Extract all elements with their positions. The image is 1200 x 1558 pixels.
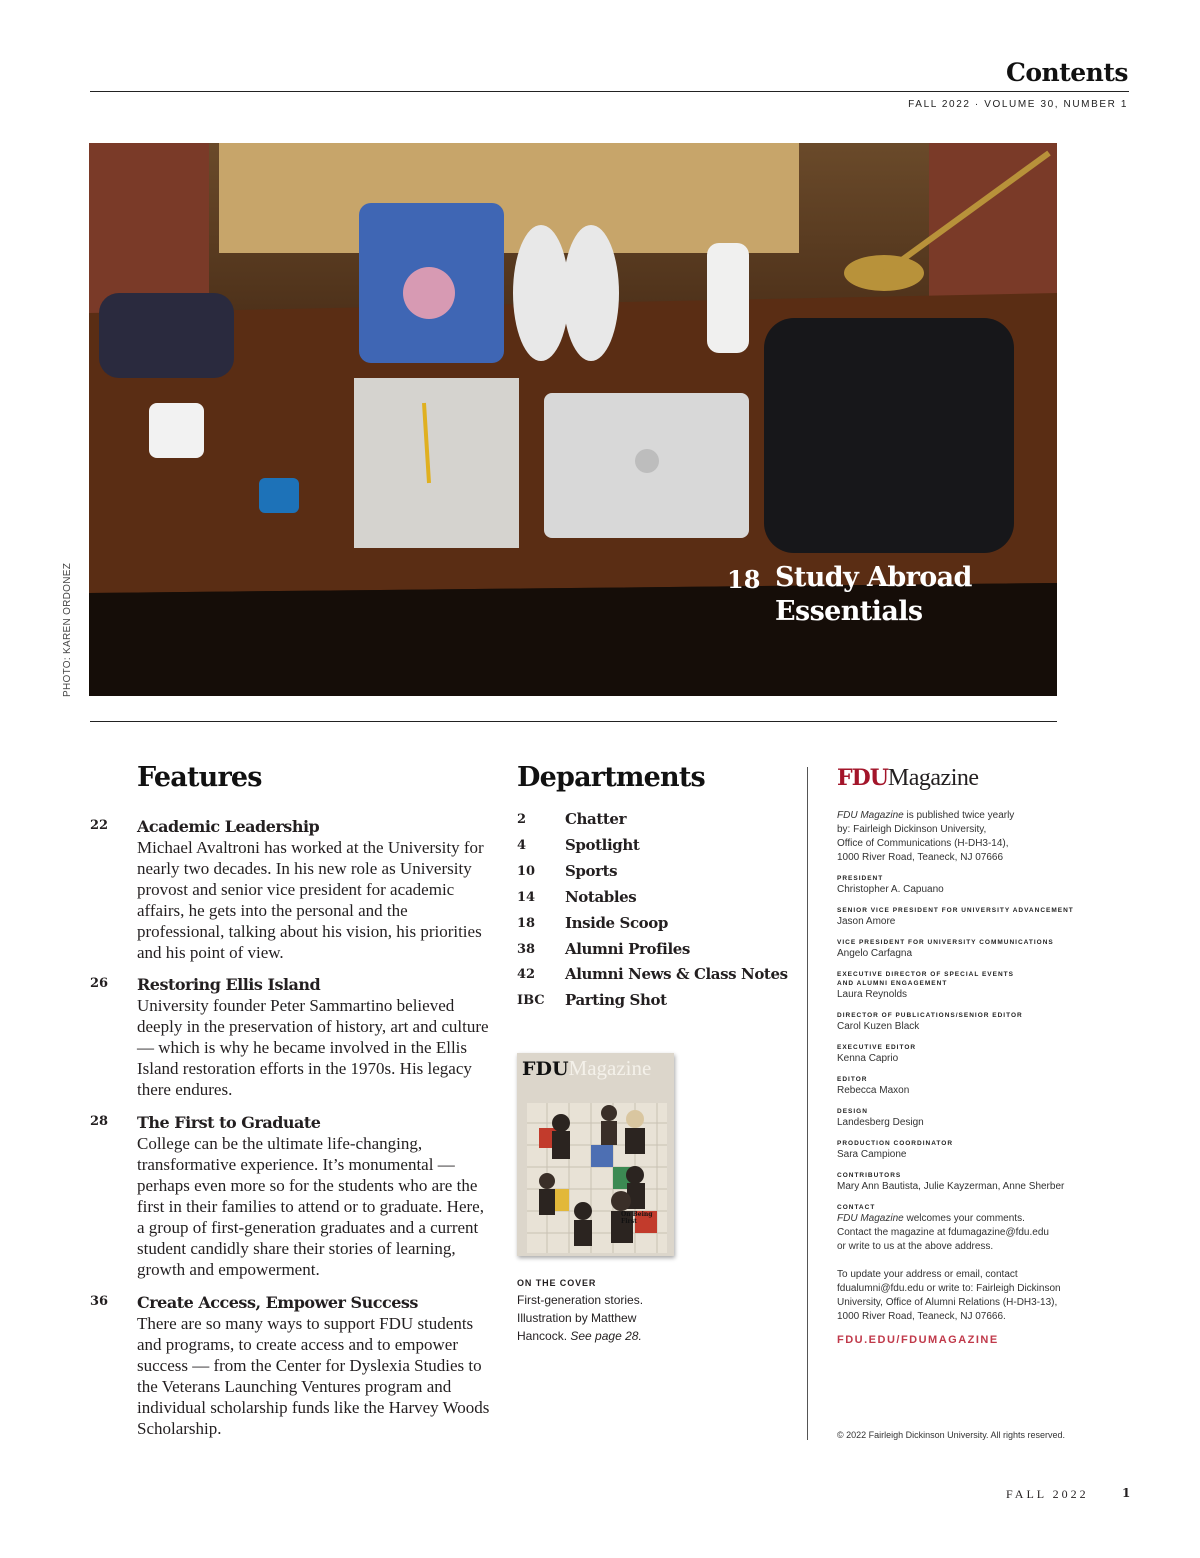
feature-description: University founder Peter Sammartino believed deeply in the preservation of history, art and culture — which is why he became involved in the Ellis Island restoration efforts in the 1970s. His legacy there endures. xyxy=(137,996,489,1099)
department-name: Alumni News & Class Notes xyxy=(565,965,788,983)
hero-title-line2: Essentials xyxy=(775,596,923,627)
staff-role: EXECUTIVE EDITOR xyxy=(837,1044,917,1051)
contact-magazine-name: FDU Magazine xyxy=(837,1213,904,1224)
logo-fdu: FDU xyxy=(837,765,888,791)
staff-role: VICE PRESIDENT FOR UNIVERSITY COMMUNICATIONS xyxy=(837,939,1054,946)
feature-page: 28 xyxy=(90,1114,109,1129)
cover-caption-label: ON THE COVER xyxy=(517,1278,597,1288)
feature-item[interactable] xyxy=(90,816,490,963)
staff-name: Laura Reynolds xyxy=(837,989,908,1000)
staff-role: PRODUCTION COORDINATOR xyxy=(837,1140,954,1147)
contact-text: welcomes your comments. xyxy=(903,1213,1025,1224)
feature-page: 22 xyxy=(90,818,109,833)
feature-title: Restoring Ellis Island xyxy=(137,975,321,994)
cover-logo-fdu: FDU xyxy=(522,1058,569,1080)
sneaker-left xyxy=(513,225,569,361)
page-title: Contents xyxy=(1005,58,1128,87)
sweater-graphic xyxy=(403,267,455,319)
staff-role: SENIOR VICE PRESIDENT FOR UNIVERSITY ADVANCEMENT xyxy=(837,907,1074,914)
feature-item[interactable] xyxy=(90,1112,490,1280)
staff-name: Landesberg Design xyxy=(837,1117,924,1128)
update-line: To update your address or email, contact xyxy=(837,1269,1018,1280)
staff-name: Angelo Carfagna xyxy=(837,948,913,959)
travel-adapter xyxy=(259,478,299,513)
logo-magazine: Magazine xyxy=(887,765,979,791)
cover-caption xyxy=(517,1291,667,1345)
footer-page-number: 1 xyxy=(1122,1486,1131,1500)
feature-title: Academic Leadership xyxy=(137,817,320,836)
cover-caption-ref[interactable]: See page 28. xyxy=(570,1329,642,1343)
department-page: 14 xyxy=(517,890,536,905)
department-name: Inside Scoop xyxy=(565,914,668,932)
contact-block xyxy=(837,1212,1097,1324)
masthead-intro xyxy=(837,809,1097,865)
staff-role: PRESIDENT xyxy=(837,875,884,882)
departments-heading: Departments xyxy=(517,762,705,793)
magazine-url-link[interactable]: FDU.EDU/FDUMAGAZINE xyxy=(837,1334,999,1346)
feature-description: College can be the ultimate life-changing, transformative experience. It’s monumental — perhaps even more so for the students who are the first in their families to attend or to graduate. Here, a group of first-generation graduates and a current student candidly share their stories of learning, growth and empowerment. xyxy=(137,1134,484,1279)
charger xyxy=(149,403,204,458)
department-page: 4 xyxy=(517,838,527,853)
department-name: Spotlight xyxy=(565,836,640,854)
backpack xyxy=(764,318,1014,553)
photo-credit: PHOTO: KAREN ORDONEZ xyxy=(62,562,73,697)
department-name: Parting Shot xyxy=(565,991,667,1009)
hero-photo[interactable] xyxy=(89,143,1057,696)
staff-name: Christopher A. Capuano xyxy=(837,884,944,895)
update-line[interactable]: fdualumni@fdu.edu or write to: Fairleigh Dickinson xyxy=(837,1283,1061,1294)
hero-title[interactable] xyxy=(775,561,1025,629)
department-page: 18 xyxy=(517,916,536,931)
contact-role: CONTACT xyxy=(837,1204,876,1211)
department-page: 38 xyxy=(517,942,536,957)
department-page: 2 xyxy=(517,812,527,827)
features-heading: Features xyxy=(137,762,262,793)
header-rule xyxy=(90,91,1129,92)
issue-line: FALL 2022 · VOLUME 30, NUMBER 1 xyxy=(908,99,1128,110)
department-name: Chatter xyxy=(565,810,627,828)
hero-page-number: 18 xyxy=(727,565,761,594)
staff-role: DIRECTOR OF PUBLICATIONS/SENIOR EDITOR xyxy=(837,1012,1023,1019)
intro-line: by: Fairleigh Dickinson University, xyxy=(837,824,987,835)
copyright: © 2022 Fairleigh Dickinson University. All rights reserved. xyxy=(837,1430,1066,1440)
masthead-logo xyxy=(837,765,1097,795)
notebook xyxy=(354,378,519,548)
feature-title: Create Access, Empower Success xyxy=(137,1293,418,1312)
staff-name: Jason Amore xyxy=(837,916,896,927)
window xyxy=(219,143,799,253)
intro-magazine-name: FDU Magazine xyxy=(837,810,904,821)
footer-issue: FALL 2022 xyxy=(1006,1487,1089,1501)
staff-name: Rebecca Maxon xyxy=(837,1085,910,1096)
staff-role: EXECUTIVE DIRECTOR OF SPECIAL EVENTS AND ALUMNI ENGAGEMENT xyxy=(837,971,1014,987)
staff-name: Carol Kuzen Black xyxy=(837,1021,920,1032)
water-bottle xyxy=(707,243,749,353)
cover-caption-text: First-generation stories. Illustration by Matthew Hancock. xyxy=(517,1293,644,1343)
department-page: 42 xyxy=(517,967,536,982)
department-name: Alumni Profiles xyxy=(565,940,690,958)
hero-title-line1: Study Abroad xyxy=(775,562,972,593)
cover-thumbnail[interactable] xyxy=(517,1053,674,1256)
staff-name: Sara Campione xyxy=(837,1149,907,1160)
cover-logo xyxy=(522,1056,651,1081)
department-page: 10 xyxy=(517,864,536,879)
contact-line: or write to us at the above address. xyxy=(837,1241,994,1252)
toiletry-bag xyxy=(99,293,234,378)
intro-line: 1000 River Road, Teaneck, NJ 07666 xyxy=(837,852,1004,863)
department-name: Sports xyxy=(565,862,618,880)
column-divider xyxy=(807,767,808,1440)
staff-role: DESIGN xyxy=(837,1108,868,1115)
feature-description: Michael Avaltroni has worked at the University for nearly two decades. In his new role as University provost and senior vice president for academic affairs, he gets into the personal and the professional, talking about his vision, his priorities and his point of view. xyxy=(137,838,484,962)
feature-page: 26 xyxy=(90,976,109,991)
feature-item[interactable] xyxy=(90,1292,490,1439)
sneaker-right xyxy=(563,225,619,361)
cover-logo-magazine: Magazine xyxy=(568,1056,652,1080)
intro-text: is published twice yearly xyxy=(903,810,1015,821)
feature-description: There are so many ways to support FDU students and programs, to create access and to empower success — from the Center for Dyslexia Studies to the Veterans Launching Ventures program and individual scholarship funds like the Harvey Woods Scholarship. xyxy=(137,1314,490,1438)
department-name: Notables xyxy=(565,888,637,906)
cover-illustration xyxy=(517,1083,674,1256)
section-rule xyxy=(90,721,1057,722)
feature-page: 36 xyxy=(90,1294,109,1309)
update-line: University, Office of Alumni Relations (H-DH3-13), xyxy=(837,1297,1058,1308)
laptop-logo xyxy=(635,449,659,473)
staff-name: Kenna Caprio xyxy=(837,1053,899,1064)
cover-text: On Being First xyxy=(621,1211,653,1225)
department-page: IBC xyxy=(517,993,545,1008)
staff-name: Mary Ann Bautista, Julie Kayzerman, Anne Sherber xyxy=(837,1181,1065,1192)
update-line: 1000 River Road, Teaneck, NJ 07666. xyxy=(837,1311,1006,1322)
feature-title: The First to Graduate xyxy=(137,1113,321,1132)
feature-item[interactable] xyxy=(90,974,490,1100)
contact-line[interactable]: Contact the magazine at fdumagazine@fdu.edu xyxy=(837,1227,1049,1238)
staff-role: EDITOR xyxy=(837,1076,868,1083)
intro-line: Office of Communications (H-DH3-14), xyxy=(837,838,1009,849)
staff-role: CONTRIBUTORS xyxy=(837,1172,902,1179)
masthead xyxy=(837,765,1097,1346)
